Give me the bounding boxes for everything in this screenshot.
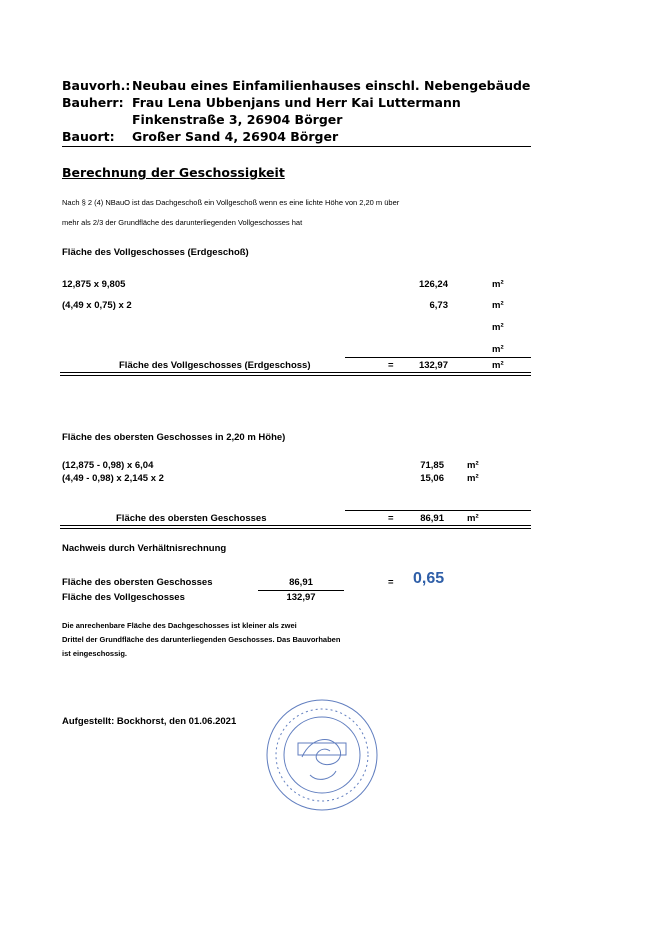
oberstes-equals: = xyxy=(388,513,394,524)
fraction-bar xyxy=(258,590,344,591)
intro-line-1: Nach § 2 (4) NBauO ist das Dachgeschoß ein Vollgeschoß wenn es eine lichte Höhe von 2,20 m über xyxy=(62,198,400,207)
oberstes-formula-1: (12,875 - 0,98) x 6,04 xyxy=(62,460,154,471)
section-title: Berechnung der Geschossigkeit xyxy=(62,165,285,180)
header-value-bauherr: Frau Lena Ubbenjans und Herr Kai Luttermann xyxy=(132,95,461,110)
ratio-result: 0,65 xyxy=(413,570,445,587)
vollgeschoss-unit-4: m² xyxy=(492,344,504,355)
vollgeschoss-double-line-1 xyxy=(60,372,531,373)
nachweis-denominator-value: 132,97 xyxy=(286,592,316,603)
nachweis-equals: = xyxy=(388,577,394,588)
nachweis-denominator-label: Fläche des Vollgeschosses xyxy=(62,592,185,603)
vollgeschoss-unit-3: m² xyxy=(492,322,504,333)
signature-text: Aufgestellt: Bockhorst, den 01.06.2021 xyxy=(62,716,237,727)
oberstes-total-value: 86,91 xyxy=(420,513,444,524)
header-value-bauort: Großer Sand 4, 26904 Börger xyxy=(132,129,339,144)
signature-stroke-2 xyxy=(310,771,336,779)
header-label-bauherr: Bauherr: xyxy=(62,95,124,110)
oberstes-sum-line xyxy=(345,510,531,511)
vollgeschoss-unit-1: m² xyxy=(492,279,504,290)
vollgeschoss-value-1: 126,24 xyxy=(418,279,448,290)
oberstes-double-line-1 xyxy=(60,525,531,526)
vollgeschoss-heading: Fläche des Vollgeschosses (Erdgeschoß) xyxy=(62,247,249,258)
oberstes-double-line-2 xyxy=(60,528,531,529)
vollgeschoss-value-2: 6,73 xyxy=(429,300,448,311)
oberstes-total-label: Fläche des obersten Geschosses xyxy=(116,513,267,524)
official-seal-stamp xyxy=(262,695,382,815)
vollgeschoss-total-label: Fläche des Vollgeschosses (Erdgeschoss) xyxy=(119,360,311,371)
vollgeschoss-sum-line xyxy=(345,357,531,358)
oberstes-unit-1: m² xyxy=(467,460,479,471)
vollgeschoss-double-line-2 xyxy=(60,375,531,376)
vollgeschoss-equals: = xyxy=(388,360,394,371)
nachweis-heading: Nachweis durch Verhältnisrechnung xyxy=(62,543,227,554)
conclusion-line-2: Drittel der Grundfläche des darunterliegenden Geschosses. Das Bauvorhaben xyxy=(62,635,341,644)
oberstes-value-1: 71,85 xyxy=(420,460,444,471)
vollgeschoss-formula-1: 12,875 x 9,805 xyxy=(62,279,126,290)
vollgeschoss-total-value: 132,97 xyxy=(418,360,448,371)
conclusion-line-1: Die anrechenbare Fläche des Dachgeschosses ist kleiner als zwei xyxy=(62,621,297,630)
conclusion-line-3: ist eingeschossig. xyxy=(62,649,128,658)
header-value-address: Finkenstraße 3, 26904 Börger xyxy=(132,112,343,127)
vollgeschoss-unit-2: m² xyxy=(492,300,504,311)
nachweis-numerator-label: Fläche des obersten Geschosses xyxy=(62,577,213,588)
vollgeschoss-total-unit: m² xyxy=(492,360,504,371)
oberstes-heading: Fläche des obersten Geschosses in 2,20 m Höhe) xyxy=(62,432,286,443)
header-label-bauort: Bauort: xyxy=(62,129,115,144)
nachweis-numerator-value: 86,91 xyxy=(289,577,313,588)
oberstes-unit-2: m² xyxy=(467,473,479,484)
oberstes-total-unit: m² xyxy=(467,513,479,524)
oberstes-value-2: 15,06 xyxy=(420,473,444,484)
header-value-bauvorhaben: Neubau eines Einfamilienhauses einschl. Nebengebäude xyxy=(132,78,531,93)
stamp-name-box xyxy=(298,743,346,755)
vollgeschoss-formula-2: (4,49 x 0,75) x 2 xyxy=(62,300,132,311)
intro-line-2: mehr als 2/3 der Grundfläche des darunterliegenden Vollgeschosses hat xyxy=(62,218,303,227)
header-label-bauvorhaben: Bauvorh.: xyxy=(62,78,131,93)
oberstes-formula-2: (4,49 - 0,98) x 2,145 x 2 xyxy=(62,473,164,484)
header-divider xyxy=(62,146,531,147)
